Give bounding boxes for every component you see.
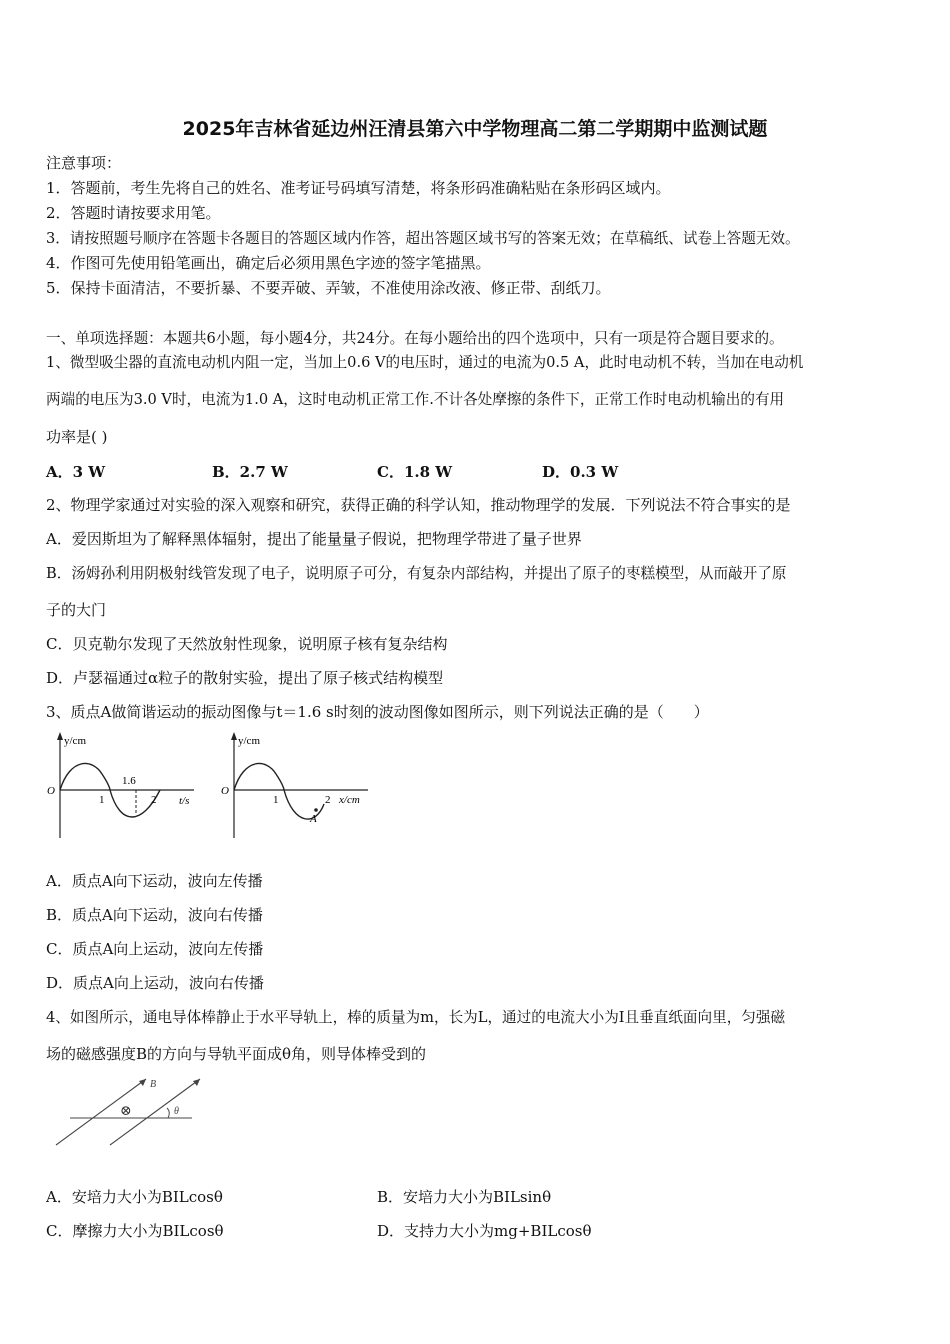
x-axis-label: x/cm — [339, 794, 360, 806]
q4-rails-figure — [50, 1075, 210, 1155]
q4-option-d: D．支持力大小为mg+BILcosθ — [377, 1222, 592, 1240]
q3-option-d: D．质点A向上运动，波向右传播 — [46, 974, 264, 992]
tick-label: 2 — [151, 794, 157, 806]
field-label: B — [150, 1079, 157, 1090]
q2-option-a: A．爱因斯坦为了解释黑体辐射，提出了能量量子假说，把物理学带进了量子世界 — [46, 530, 582, 548]
q1-option-c: C．1.8 W — [377, 463, 453, 481]
q1-line: 两端的电压为3.0 V时，电流为1.0 A，这时电动机正常工作.不计各处摩擦的条件下，正常工作时电动机输出的有用 — [46, 391, 785, 408]
point-a-label: A — [310, 813, 317, 825]
angle-arc — [167, 1108, 169, 1118]
notice-heading: 注意事项： — [46, 154, 122, 172]
rail-line — [56, 1079, 146, 1145]
q4-line: 场的磁感强度B的方向与导轨平面成θ角，则导体棒受到的 — [46, 1045, 427, 1063]
page-title: 2025年吉林省延边州汪清县第六中学物理高二第二学期期中监测试题 — [182, 118, 768, 140]
q1-line: 1、微型吸尘器的直流电动机内阻一定，当加上0.6 V的电压时，通过的电流为0.5 A，此时电动机不转，当加在电动机 — [46, 354, 804, 371]
q1-option-d: D．0.3 W — [542, 463, 619, 481]
notice-item: 2．答题时请按要求用笔。 — [46, 204, 221, 222]
q4-line: 4、如图所示，通电导体棒静止于水平导轨上，棒的质量为m，长为L，通过的电流大小为I且垂直纸面向里，匀强磁 — [46, 1009, 786, 1026]
tick-label: 1 — [273, 794, 279, 806]
q4-option-b: B．安培力大小为BILsinθ — [377, 1188, 552, 1206]
q3-vibration-graph — [44, 730, 204, 840]
q3-wave-graph — [218, 730, 378, 840]
q3-option-c: C．质点A向上运动，波向左传播 — [46, 940, 264, 958]
current-into-page-icon: ⊗ — [120, 1104, 132, 1119]
tick-label: 2 — [325, 794, 331, 806]
q2-option-c: C．贝克勒尔发现了天然放射性现象，说明原子核有复杂结构 — [46, 635, 448, 653]
notice-item: 4．作图可先使用铅笔画出，确定后必须用黑色字迹的签字笔描黑。 — [46, 254, 491, 272]
q3-option-b: B．质点A向下运动，波向右传播 — [46, 906, 263, 924]
y-axis-arrow — [57, 732, 63, 740]
origin-label: O — [47, 785, 55, 797]
q1-option-b: B．2.7 W — [212, 463, 288, 481]
q1-option-a: A．3 W — [46, 463, 106, 481]
point-a-marker — [314, 808, 318, 812]
vibration-curve — [60, 763, 110, 790]
angle-label: θ — [174, 1106, 179, 1117]
rail-arrow — [139, 1079, 146, 1086]
rail-arrow — [193, 1079, 200, 1086]
q2-stem: 2、物理学家通过对实验的深入观察和研究，获得正确的科学认知，推动物理学的发展．下列说法不符合事实的是 — [46, 496, 791, 514]
y-axis-arrow — [231, 732, 237, 740]
q3-stem: 3、质点A做简谐运动的振动图像与t＝1.6 s时刻的波动图像如图所示，则下列说法正确的是（ ） — [46, 703, 709, 721]
notice-item: 5．保持卡面清洁，不要折暴、不要弄破、弄皱，不准使用涂改液、修正带、刮纸刀。 — [46, 279, 611, 297]
q4-option-a: A．安培力大小为BILcosθ — [46, 1188, 223, 1206]
notice-item: 1．答题前，考生先将自己的姓名、准考证号码填写清楚，将条形码准确粘贴在条形码区域内。 — [46, 179, 671, 197]
q3-option-a: A．质点A向下运动，波向左传播 — [46, 872, 263, 890]
section-heading: 一、单项选择题：本题共6小题，每小题4分，共24分。在每小题给出的四个选项中，只有一项是符合题目要求的。 — [46, 330, 784, 347]
notice-item: 3．请按照题号顺序在答题卡各题目的答题区域内作答，超出答题区域书写的答案无效；在草稿纸、试卷上答题无效。 — [46, 230, 800, 247]
q4-option-c: C．摩擦力大小为BILcosθ — [46, 1222, 224, 1240]
time-marker-label: 1.6 — [122, 775, 136, 787]
tick-label: 1 — [99, 794, 105, 806]
q2-option-b-cont: 子的大门 — [46, 601, 107, 619]
origin-label: O — [221, 785, 229, 797]
wave-curve — [284, 790, 324, 819]
q2-option-d: D．卢瑟福通过α粒子的散射实验，提出了原子核式结构模型 — [46, 669, 444, 687]
wave-curve — [234, 763, 284, 790]
y-axis-label: y/cm — [238, 735, 260, 747]
q1-line: 功率是( ) — [46, 428, 108, 446]
q2-option-b: B．汤姆孙利用阴极射线管发现了电子，说明原子可分，有复杂内部结构，并提出了原子的枣糕模型，从而敲开了原 — [46, 565, 787, 582]
y-axis-label: y/cm — [64, 735, 86, 747]
x-axis-label: t/s — [179, 795, 190, 807]
